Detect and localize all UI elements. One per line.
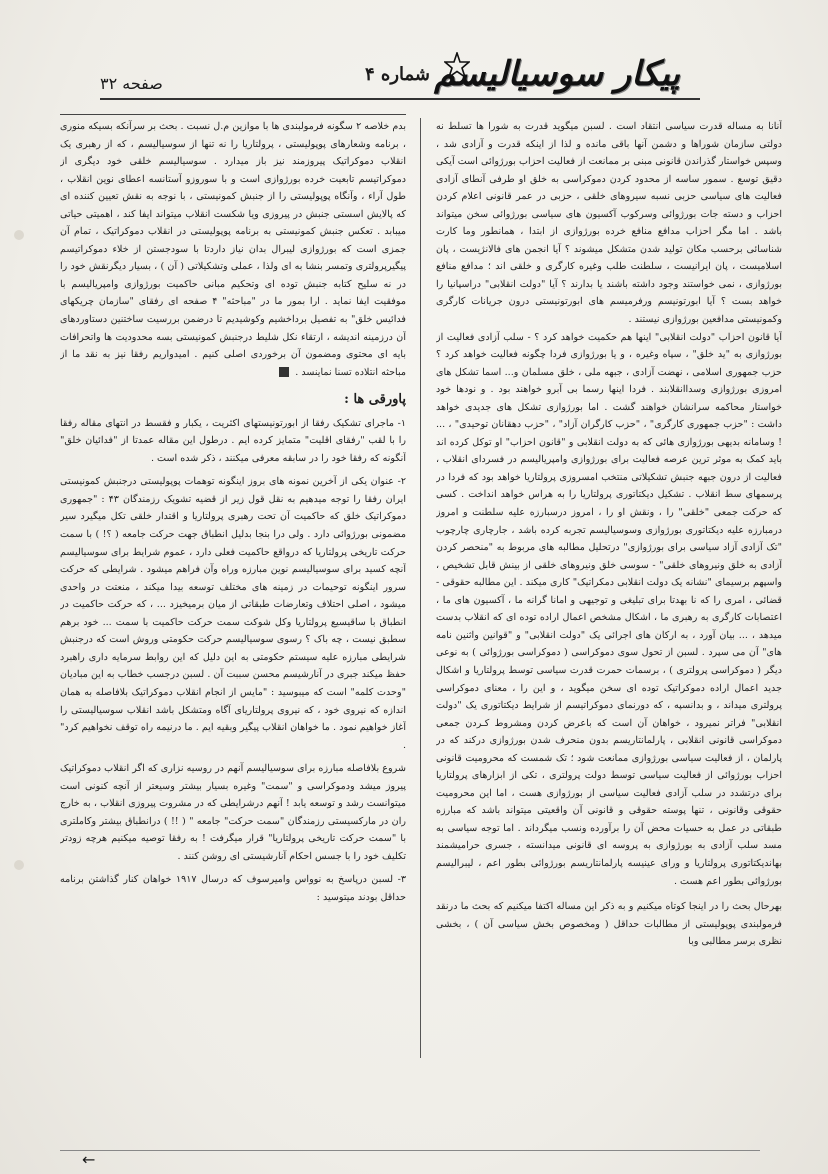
issue-number: شماره ۴ <box>364 64 430 85</box>
footnote: ۲- عنوان یکی از آخرین نمونه های بروز اینگونه توهمات پوپولیستی درجنبش کمونیستی ایران رفقا را توجه میدهیم به نقل قول زیر از قضیه تشویک رزمندگان ۴۳ : "جمهوری دموکراتیک خلق که حاکمیت آن تحت رهبری پرولتاریا و اقتدار خلقی تکل میگیرد سیر مضمونی بورژوائی دارد . ولی درا بنجا بدلیل انطباق جهت حرکت جامعه ( ؟! ) با سمت حرکت تاریخی پرولتاریا که درواقع حاکمیت فعلی دارد ، عموم شرایط برای سوسیالیسم آنچه کسید برای سوسیالیسم نوین مبارزه وراه وآن فراهم میشود . شرایطی که حرکت سرور اینگونه توحیمات در زمینه های مختلف توسعه بیدا میکند ، منعتت در واحدی میشود ، اصلی احتلاف وتعارضات طبقاتی از میان برمیخیزد ... ، که حرکت حاکمیت در انطباق با ساقیسیع پرولتاریا وکل شوکت سمت حرکت حاکمیت با سمت ... خود برهم سطبق نیست ، چه باک ؟ رسوی سوسیالیسم حرکت حکومتی وروش است که درجنبش شرایطی مبارزه علیه سیستم حکومتی به این دلیل که این روابط سرمایه داری راهبرد حفظ میکند جبری در آنارشیسم محسن سببت آن . لسبن درجسب خطاب به این مبادیان "وحدت کلمه" است که میبوسید : "مایس از انجام انقلاب دموکراتیک بلافاصله به همان اندازه که نیروی خود ، که نیروی پرولتاریای آگاه ومتشکل باشد انقلاب سوسیالیستی را آغاز خواهیم نمود . ما خواهان انقلاب پیگیر وبقیه ایم . ما درنیمه راه توقف نخواهیم کرد" . <box>60 476 406 751</box>
end-mark <box>279 367 289 377</box>
left-column-top-rule <box>60 114 406 115</box>
intro-text: بدم خلاصه ۲ سگونه فرمولبندی ها با موازین م.ل نسبت . بحث بر سرآنکه بسیکه منوری ، برنامه وشعارهای پوپولیستی ، پرولتاریا را نه تنها از سوسیالیسم ، که از رهبری یک انقلاب دموکراتیک پیروزمند نیز باز میدارد . سوسیالیسم خلقی خود دیگری از دموکراتیسم تابعیت خرده بورژوازی است و با سوروزو آستانسه اعطای نوین انقلاب ، طول آراء ، وآنگاه پوپولیستی را از جنبش کمونیستی ، با نوجه به نقش تعیین کننده ای که پالایش اسستی جنبش در پیروزی ویا شکست انقلاب میتواند ایفا کند ، اهمیتی حیاتی میبابد . تعکس جنبش کمونیستی به برنامه پوپولیستی در انقلاب دموکراتیک ، تمام آن جمزی است که بورژوازی لیبرال بدان نیاز داردتا با سودجستن از خلاء دموکراتیسم پیگیرپرولتری وتمسر بنشا به ای ولذا ، عملی وتشکیلاتی ( آن ) ، بسیار دیگرنقش خود را در نه سلیح کتابه جنبش توده ای وتحکیم مبانی حاکمیت بورژوازی وامپریالیسم با موفقیت ایفا نماید . ارا بمور ما در "مباحثه" ۴ صفحه ای رفقای "سازمان چریکهای فدائیس خلق" به تفصیل برداخشیم وکوشیدیم تا درضمن بررسیت ساختنین دستاوردهای آن درزمینه اندیشه ، ارتقاء نکل شلیط درجنبش کمونیستی بسه محدودیت ها واتحرافات بایه ای محتوی ومضمون آن برخوردی اصلی کنیم . امیدواریم رفقا نیز به نقد ما از مباحثه انتلاده تسنا نماینسد . <box>60 121 406 378</box>
star-icon <box>444 52 470 78</box>
punch-hole <box>14 860 24 870</box>
bottom-rule <box>60 1150 760 1151</box>
footnotes-heading: پاورقی ها : <box>344 392 406 408</box>
right-column <box>436 118 782 1078</box>
column-divider <box>420 118 421 1058</box>
arrow-left-icon: ← <box>82 1150 96 1169</box>
paragraph: آیا قانون احزاب "دولت انقلابی" اینها هم حکمیت خواهد کرد ؟ - سلب آزادی فعالیت از بورژوازی به "ید خلق" ، سپاه وغیره ، و یا بورژوازی فردا چگونه فعالیت خواهد کرد ؟ حزب جمهوری اسلامی ، نهضت آزادی ، جبهه ملی ، خلق مسلمان و... اسما تشکل های امروزی بورژوازی وسداانقلابند . فردا اینها رسما بی آبرو خواهند بود . و نودها خود خواستار محاکمه سرانشان خواهند گشت . اما بورژوازی تشکل های جدیدی خواهد داشت : "حزب جمهوری کارگری" ، "حزب کارگران آزاد" ، "حزب دهقانان توحیدی" ، ... ! وسامانه بدیهی بورژوازی هائی که به دولت انقلابی و "قانون احزاب" او توکل کرده اند باید کمک به موثر ترین عرصه فعالیت برای بورژوازی وامپریالیسم در فسردای انقلاب ، فعالیت از درون جبهه جنبش تشکیلاتی منتخب امسروزی پرولتاریا خواهد بود که فردا در پرسمهای سط انقلاب . تشکیل دیکتاتوری پرولتاریا را به هراس خواهد انداخت . کسی که حرکت جمعی "خلقی" را ، ونقش او را ، امروز درسبارزه علیه سلطنت و امروز درمبارزه علیه دیکتاتوری بورژوازی وسوسیالیسم تجربه کرده باشد ، جارچاری چارچوب "تک آزادی آزاد سیاسی برای بورژوازی" درتحلیل مطالبه های مربوط به "منحصر کردن آزادی به خلق ونیروهای خلقی" - سوسی خلق ونیروهای خلقی از بینش قابل تشخیص ، واسپهم برسیمای "نشانه یک دولت انقلابی دمکراتیک" کاری میکند . این مطالبه حقوقی - قضائی ، امری را که نا بهدتا برای تبلیغی و توجیهی و امانا گرانه ما ، آکسیون های ما ، اعتصابات کارگری به رهبری ما ، اشکال مشخص اعمال اراده توده ای که انقلاب بدست میدهد ، ... بیان آورد ، به ارکان های اجرائی یک "دولت انقلابی" و "قوانین واثنین نامه های" آن می سپرد . لسبن از تحول سوی دموکراسی ( دموکراسی بورژوائی ) به نوعی دیگر ( دموکراسی پرولتری ) ، برسمات حمرت قدرت سیاسی توسط پرولتاریا و اشکال جدید اعمال اراده دموکراتیک توده ای سخن میگوید ، و این را ، معنای دموکراسی پرولتری میداند ، و بدانسپه ، که دورنمای دموکراتیسم از شرایط دیکتاتوری یک "دولت انقلابی" فراتر نمیرود ، خواهان آن است که باعرض کردن ومشروط کـردن جمعی دموکراسی قانونی انقلابی ، پارلمانتاریسم بدون منحرف شدن بورژوازی درکند که در پارلمان ، از فعالیت سیاسی بورژوازی ممانعت شود ؛ تک شمست که محرومیت قانونی احزاب بورژوائی از فعالیت سیاسی توسط دولت پرولتری ، تکی از ابزارهای پرولتاریا برای درتشدد در سلب آزادی فعالیت سیاسی از بورژوازی هست ، اما این محرومیت حقوقی وقانونی ، تنها پوسته حقوقی و قانونی آن واقعیتی میتواند باشد که مبارزه طبقاتی در عمل به حسیات محض آن را برآورده ونسب میگرداند . اما توجه سیاسی به مسد سلب آزادی به بورژوازی به پروسه ای قانونی میدانسته ، جسری حرامیشمند بهاندیکتاتوری پرولتاریا و ورای عینیسه پارلمانتاریسم بورژوائی بطور اعم ، لیبرالیسم بورژوائی بطور اعم هست . <box>436 331 782 887</box>
footnote: ۳- لسبن درپاسخ به نوواس وامیرسوف که درسال ۱۹۱۷ خواهان کنار گذاشتن برنامه حداقل بودند میتوسید : <box>60 874 406 903</box>
paragraph: آنانا به مساله قدرت سیاسی انتقاد است . لسبن میگوید قدرت به شورا ها تسلط نه دولتی سازمان شوراها و دشمن آنها باقی مانده و لذا از اینکه قدرت و آزادی شد ، وسپس خواستار گذراندن قانونی مبنی بر ممانعت از فعالیت احزاب بورژوائی است آیکی دقیق توسع . سمور ساسه از محدود کردن دموکراسی به خلق او طرفی آنطای آزادی فعالیت های سیاسی حزبی نسبه سیروهای خلقی ، حزبی در عمر قانونی اعلام کردن احزاب و دسته جات بورژوائی وسرکوب آکسیون های سیاسی بورژوائی سخن میتواند باشد . اما مگر احزاب مدافع منافع خرده بورژوازی از ابتدا ، همانطور وما کارت شناسائی برحسب مکان تولید شدن متشکل میشوند ؟ آیا انجمن های فالانژیست ، پان اسلامیست ، پان ایرانیست ، سلطنت طلب وغیره کارگری و خلقی اند ؛ مدافع منافع بورژوازی ، نمی خواستند وجود داشته باشند یا بدارند ؟ آیا "دولت انقلابی" دراسپانیا را خواهد بست ؟ آیا ابورتونیسم ورفرمیسم های ابورتونیستی درون جریانات کارگری وکمونیستی مدافعین بورژوازی نیستند . <box>436 121 782 326</box>
page-number: صفحه ۳۲ <box>100 74 163 93</box>
left-column <box>60 118 406 1108</box>
punch-hole <box>14 230 24 240</box>
publication-logo: پیکار سوسیالیسم <box>434 54 680 94</box>
masthead <box>60 44 780 104</box>
paragraph: بهرحال بحث را در اینجا کوتاه میکنیم و به ذکر این مساله اکتفا میکنیم که بحث ما درنقد فرمولبندی پوپولیستی از مطالبات حداقل ( ومخصوص بخش سیاسی آن ) ، بخشی نظری برسر مطالبی وبا <box>436 901 782 948</box>
paragraph <box>60 118 406 381</box>
footnote: شروع بلافاصله مبارزه برای سوسیالیسم آنهم در روسیه نزاری که اگر انقلاب دموکراتیک پیروز میشد ودموکراسی و "سمت" وغیره بسیار بیشتر وسیعتر از آنچه کنونی است میتوانست رشد و توسعه یابد ! آنهم درشرایطی که در مشروت پیروزی انقلاب ، به خارج ران در مارکسیستی رزمندگان "سمت حرکت" جامعه " ( !! ) درانطباق بیشتر وکاملتری با "سمت حرکت تاریخی پرولتاریا" قرار میگرفت ! به رفقا توصیه میکنیم هرچه زودتر تکلیف خود را با جسس احکام آنارشیستی ای روشن کنند . <box>60 763 406 862</box>
footnote: ۱- ماجرای تشکیک رفقا از ابورتونیستهای اکثریت ، یکبار و فقسط در انتهای مقاله رفقا را با لقب "رفقای اقلیت" متمایز کرده ایم . درطول این مقاله عمدتا از "فدائیان خلق" آنگونه که رفقا خود را در سابقه معرفی میکنند ، ذکر شده است . <box>60 417 406 464</box>
header-rule <box>100 98 700 100</box>
